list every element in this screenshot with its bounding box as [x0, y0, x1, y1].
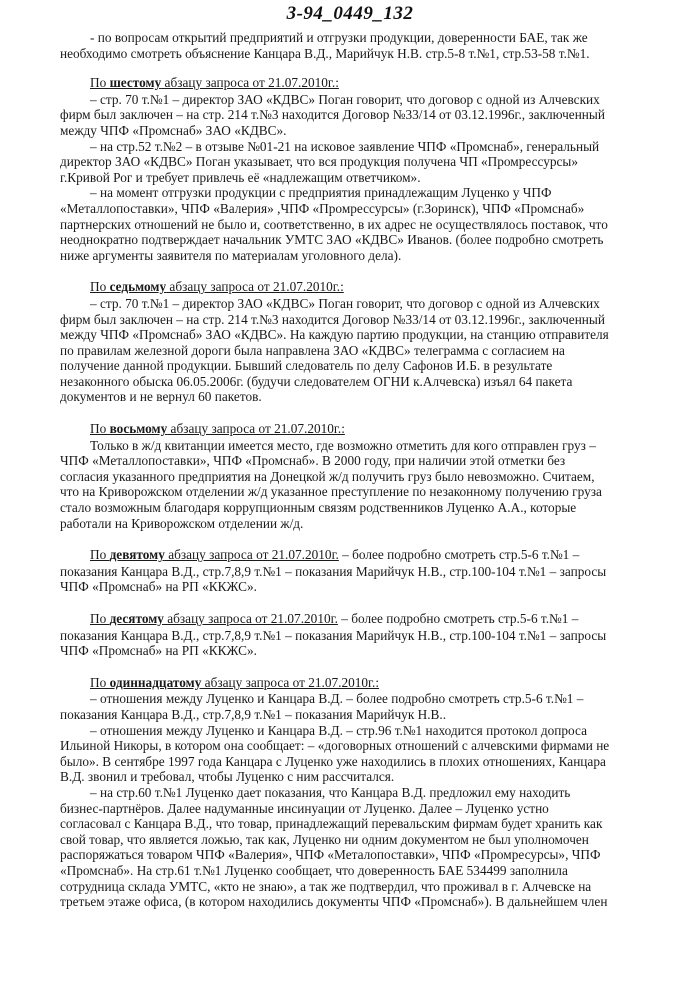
section [60, 279, 652, 405]
heading-suffix: абзацу запроса от 21.07.2010г.: [166, 279, 344, 295]
sections-container [60, 75, 652, 910]
text-line: – отношения между Луценко и Канцара В.Д. – более подробно смотреть стр.5-6 т.№1 – [90, 691, 584, 707]
text-line: директор ЗАО «КДВС» Поган указывает, что вся продукция получена ЧП «Промрессурсы» [60, 154, 578, 170]
section-heading-underlined [90, 421, 345, 436]
text-line: «Металлопоставки», ЧПФ «Валерия» ,ЧПФ «Промрессурсы» (г.Зоринск), ЧПФ «Промснаб» [60, 200, 585, 216]
heading-tail-text: – более подробно смотреть стр.5-6 т.№1 – [338, 547, 580, 563]
heading-ordinal: седьмому [109, 279, 167, 295]
text-line: партнерских отношений не было и, соответственно, в их адрес не осуществлялось поставок, что [60, 216, 608, 232]
section-heading-underlined [90, 75, 339, 90]
section-heading-underlined [90, 279, 344, 294]
heading-ordinal: десятому [109, 611, 164, 626]
text-line: незаконного обыска 06.05.2006г. (будучи следователем ОГНИ к.Алчевска) изъял 64 пакета [60, 373, 573, 389]
section-heading-underlined [90, 547, 339, 562]
text-line: фирм был заключен – на стр. 214 т.№3 находится Договор №33/14 от 03.12.1996г., заключенный [60, 311, 605, 327]
text-line: сотрудница склада УМТС, «кто не знаю», а так же подтвердил, что проживал в г. Алчевске на [60, 878, 592, 894]
heading-ordinal: шестому [109, 75, 162, 91]
heading-prefix: По [90, 611, 110, 626]
text-line: Только в ж/д квитанции имеется место, где возможно отметить для кого отправлен груз – [90, 437, 596, 453]
heading-prefix: По [90, 421, 110, 437]
section-heading [60, 279, 652, 295]
text-line: третьем этаже офиса, (в котором находились документы ЧПФ «Промснаб»). В дальнейшем член [60, 894, 608, 910]
section-paragraph [60, 296, 652, 405]
heading-suffix: абзацу запроса от 21.07.2010г.: [161, 75, 339, 91]
heading-prefix: По [90, 75, 110, 91]
text-line: бизнес-партнёров. Далее надуманные инсинуации от Луценко. Далее – Луценко устно [60, 800, 549, 816]
text-line: «Промснаб». На стр.61 т.№1 Луценко сообщает, что доверенность БАЕ 534499 заполнила [60, 862, 568, 878]
section-heading-underlined [90, 611, 338, 626]
text-line: согласия указанного предприятия на Донецкой ж/д получить груз было невозможно. Считаем, [60, 468, 595, 484]
text-line: – отношения между Луценко и Канцара В.Д. – стр.96 т.№1 находится протокол допроса [90, 722, 587, 738]
section [60, 675, 652, 910]
text-line: работали на Криворожском отделении ж/д. [60, 515, 304, 531]
text-line: показания Канцара В.Д., стр.7,8,9 т.№1 – показания Марийчук Н.В., стр.100-104 т.№1 – запросы [60, 627, 607, 643]
text-line: фирм был заключен – на стр. 214 т.№3 находится Договор №33/14 от 03.12.1996г., заключенный [60, 107, 605, 123]
text-line: согласовал с Канцара В.Д., что товар, принадлежащий перевальским фирмам будет хранить как [60, 816, 603, 832]
document-body [60, 30, 652, 910]
heading-prefix: По [90, 547, 110, 563]
heading-suffix: абзацу запроса от 21.07.2010г. [164, 547, 339, 563]
text-line: между ЧПФ «Промснаб» ЗАО «КДВС». На каждую партию продукции, на станцию отправителя [60, 327, 609, 343]
text-line: необходимо смотреть объяснение Канцара В.Д., Марийчук Н.В. стр.5-8 т.№1, стр.53-58 т.№1. [60, 45, 590, 61]
text-line: г.Кривой Рог и требует привлечь её «надлежащим ответчиком». [60, 169, 421, 185]
document-id: 3-94_0449_132 [286, 3, 414, 24]
intro-paragraph [60, 30, 652, 61]
text-line: показания Канцара В.Д., стр.7,8,9 т.№1 – показания Марийчук Н.В.. [60, 706, 447, 722]
text-line: – на стр.60 т.№1 Луценко дает показания, что Канцара В.Д. предложил ему находить [90, 784, 571, 800]
text-line: – стр. 70 т.№1 – директор ЗАО «КДВС» Поган говорит, что договор с одной из Алчевских [90, 295, 600, 311]
section-paragraph [60, 628, 652, 659]
text-line: стало возможным благодаря коррупционным связям родственников Луценко А.А., которые [60, 500, 577, 516]
text-line: – стр. 70 т.№1 – директор ЗАО «КДВС» Поган говорит, что договор с одной из Алчевских [90, 91, 600, 107]
text-line: между ЧПФ «Промснаб» ЗАО «КДВС». [60, 122, 287, 138]
heading-prefix: По [90, 674, 110, 690]
section-heading [60, 675, 652, 691]
heading-ordinal: одиннадцатому [109, 674, 202, 690]
section-paragraph [60, 691, 652, 909]
text-line: - по вопросам открытий предприятий и отгрузки продукции, доверенности БАЕ, так же [90, 30, 588, 45]
heading-ordinal: девятому [109, 547, 165, 563]
text-line: по правилам железной дороги была направлена ЗАО «КДВС» телеграмма с согласием на [60, 342, 565, 358]
heading-suffix: абзацу запроса от 21.07.2010г.: [201, 674, 380, 690]
section-heading [60, 611, 652, 627]
section-heading [60, 547, 652, 563]
text-line: было». В сентябре 1997 года Канцара с Луценко уже находились в плохих отношениях, Канцара [60, 753, 606, 769]
text-line: получение данной продукции. Бывший следователь по делу Сафонов И.Б. в результате [60, 358, 553, 374]
text-line: ниже аргументы заявителя по материалам уголовного дела). [60, 247, 402, 263]
text-line: распоряжаться товаром ЧПФ «Валерия», ЧПФ «Металопоставки», ЧПФ «Промресурсы», ЧПФ [60, 847, 601, 863]
text-line: показания Канцара В.Д., стр.7,8,9 т.№1 – показания Марийчук Н.В., стр.100-104 т.№1 – запросы [60, 563, 607, 579]
text-line: ЧПФ «Промснаб» на РП «ККЖС». [60, 579, 257, 595]
text-line: свой товар, что является ложью, так как, Луценко ни одним документом не был уполномочен [60, 831, 589, 847]
heading-suffix: абзацу запроса от 21.07.2010г. [163, 611, 338, 626]
text-line: ЧПФ «Промснаб» на РП «ККЖС». [60, 643, 257, 659]
section-paragraph [60, 564, 652, 595]
section-heading [60, 75, 652, 91]
text-line: что на Криворожском отделении ж/д указанное преступление по незаконному получению груза [60, 484, 602, 500]
section-paragraph [60, 438, 652, 532]
text-line: – на момент отгрузки продукции с предприятия принадлежащим Луценко у ЧПФ [90, 185, 552, 201]
section [60, 611, 652, 659]
text-line: В.Д. звонил и требовал, чтобы Луценко с ним рассчитался. [60, 769, 395, 785]
section [60, 421, 652, 531]
heading-suffix: абзацу запроса от 21.07.2010г.: [167, 421, 345, 437]
heading-ordinal: восьмому [109, 421, 168, 437]
text-line: ЧПФ «Металлопоставки», ЧПФ «Промснаб». В 2000 году, при наличии этой отметки без [60, 453, 566, 469]
section [60, 547, 652, 595]
section-heading-underlined [90, 675, 379, 690]
text-line: документов и не вернул 60 пакетов. [60, 389, 262, 405]
text-line: Ильиной Никоры, в котором она сообщает: – «договорных отношений с алчевскими фирмами не [60, 738, 610, 754]
heading-tail-text: – более подробно смотреть стр.5-6 т.№1 – [337, 611, 579, 626]
text-line: неоднократно подтверждает начальник УМТС ЗАО «КДВС» Иванов. (более подробно смотреть [60, 232, 604, 248]
section-paragraph [60, 92, 652, 264]
heading-prefix: По [90, 279, 110, 295]
section [60, 75, 652, 263]
text-line: – на стр.52 т.№2 – в отзыве №01-21 на исковое заявление ЧПФ «Промснаб», генеральный [90, 138, 600, 154]
section-heading [60, 421, 652, 437]
